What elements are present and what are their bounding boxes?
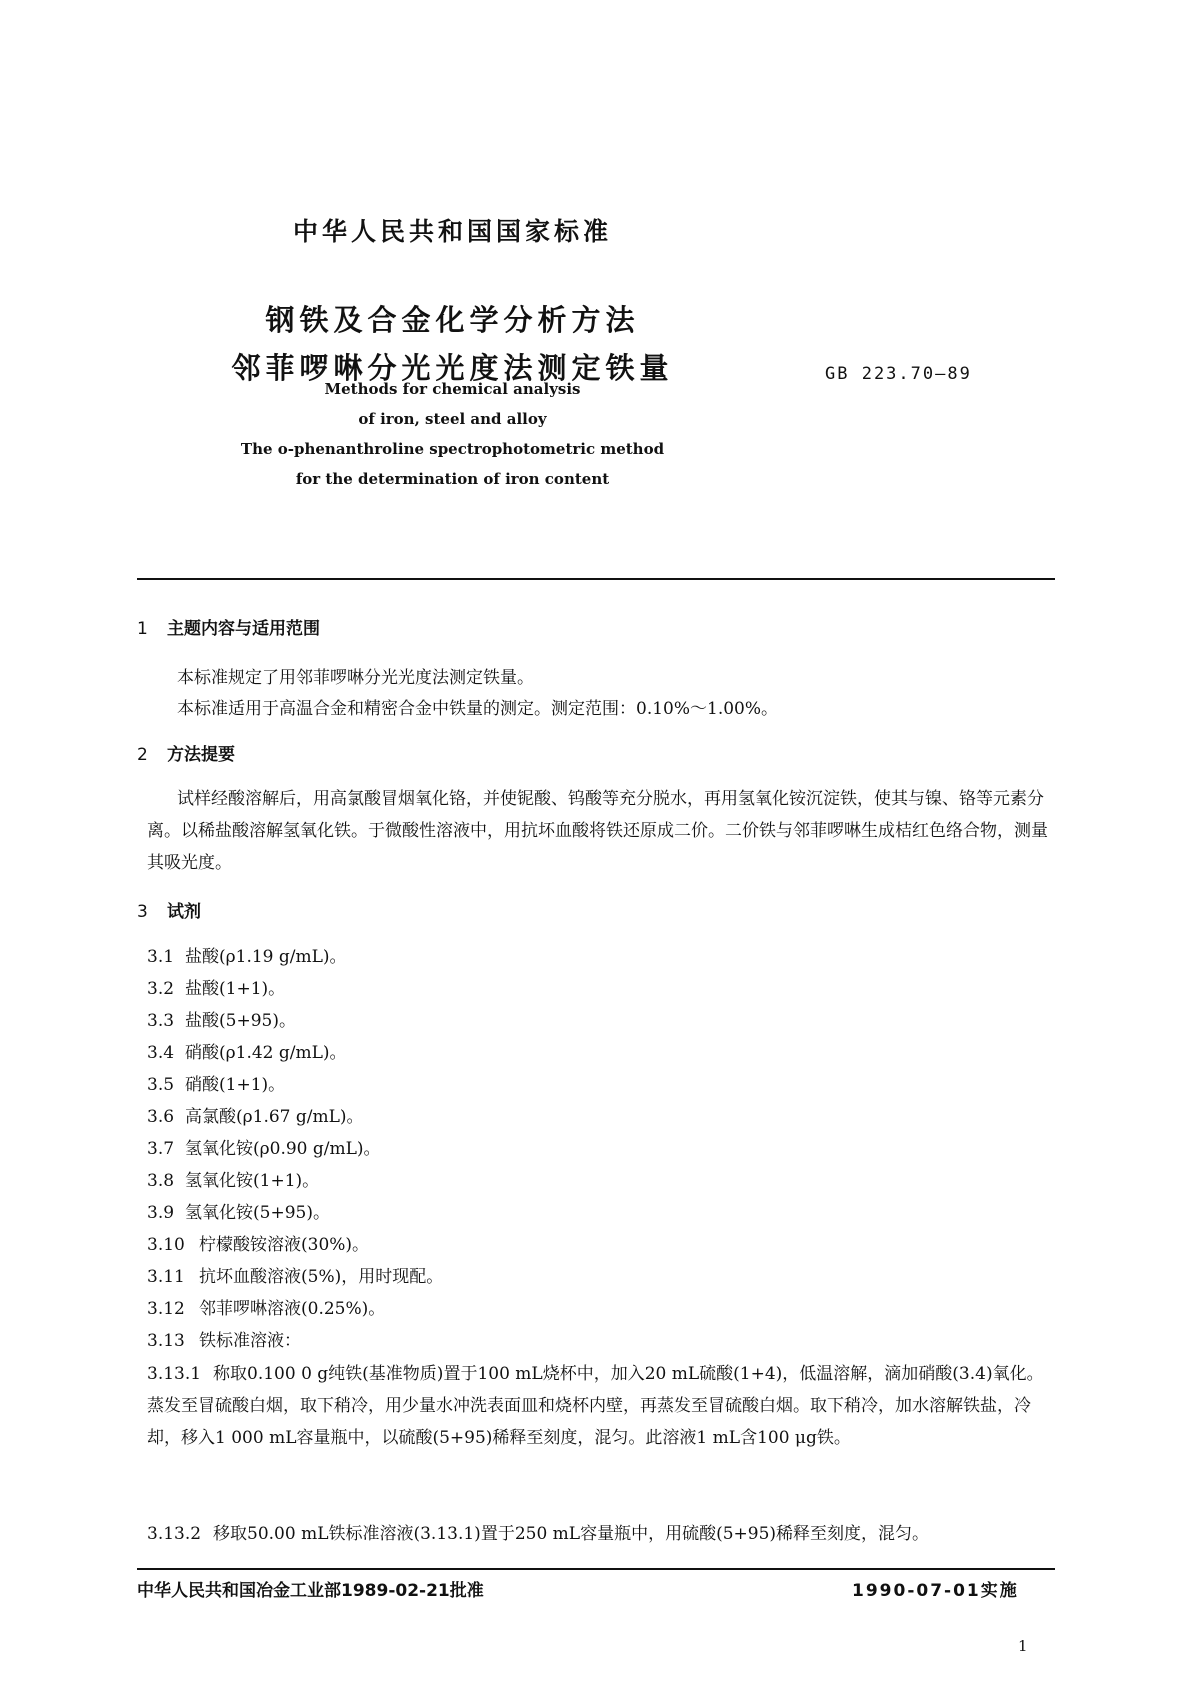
section-2-heading [137,740,235,765]
reagent-item-number: 3.8 [147,1171,175,1191]
section-3-title: 试剂 [167,902,201,922]
reagent-item-text: 铁标准溶液： [199,1331,301,1351]
reagent-item-text: 氢氧化铵(5+95)。 [185,1203,330,1223]
english-title-line-1: Methods for chemical analysis [324,380,581,398]
reagent-item [147,1166,319,1191]
reagent-item-number: 3.13 [147,1331,185,1351]
reagent-item-text: 氢氧化铵(ρ0.90 g/mL)。 [185,1139,381,1159]
english-title-line-3: The o-phenanthroline spectrophotometric method [240,440,665,458]
bottom-divider [137,1568,1055,1570]
reagent-item-number: 3.6 [147,1107,175,1127]
reagent-item-text: 硝酸(1+1)。 [185,1075,286,1095]
reagent-subitem-3-13-1 [147,1358,1052,1454]
reagent-item-text: 柠檬酸铵溶液(30%)。 [199,1235,370,1255]
reagent-item-number: 3.5 [147,1075,175,1095]
section-2-para-1: 试样经酸溶解后，用高氯酸冒烟氧化铬，并使铌酸、钨酸等充分脱水，再用氢氧化铵沉淀铁，使其与镍、铬等元素分离。以稀盐酸溶解氢氧化铁。于微酸性溶液中，用抗坏血酸将铁还原成二价。二价铁与邻菲啰啉生成桔红色络合物，测量其吸光度。 [147,789,1048,873]
reagent-item [147,1326,301,1351]
reagent-item-number: 3.7 [147,1139,175,1159]
title-line-1: 钢铁及合金化学分析方法 [265,303,640,337]
reagent-subitem-number: 3.13.1 [147,1364,202,1384]
approval-line: 中华人民共和国冶金工业部1989-02-21批准 [137,1581,484,1601]
reagent-item-number: 3.1 [147,947,175,967]
reagent-item-number: 3.12 [147,1299,185,1319]
page-number: 1 [1018,1637,1028,1655]
section-3-heading [137,897,201,922]
reagent-item-text: 硝酸(ρ1.42 g/mL)。 [185,1043,347,1063]
section-1-number: 1 [137,619,148,639]
reagent-subitem-number: 3.13.2 [147,1524,202,1544]
reagent-item [147,974,285,999]
reagent-item-number: 3.11 [147,1267,185,1287]
reagent-item-number: 3.4 [147,1043,175,1063]
reagent-item [147,1006,296,1031]
reagent-item [147,1198,330,1223]
reagent-item [147,1262,443,1287]
reagent-subitem-text: 移取50.00 mL铁标准溶液(3.13.1)置于250 mL容量瓶中，用硫酸(5+95)稀释至刻度，混匀。 [213,1524,930,1544]
top-divider [137,578,1055,580]
title-line-2: 邻菲啰啉分光光度法测定铁量 [231,351,674,385]
reagent-item [147,1038,347,1063]
reagent-item-number: 3.2 [147,979,175,999]
section-1-title: 主题内容与适用范围 [167,619,320,639]
section-2-number: 2 [137,745,148,765]
reagent-item [147,1134,381,1159]
reagent-item-text: 抗坏血酸溶液(5%)，用时现配。 [199,1267,444,1287]
reagent-item-text: 邻菲啰啉溶液(0.25%)。 [199,1299,386,1319]
reagent-item-text: 盐酸(5+95)。 [185,1011,296,1031]
national-standard-heading: 中华人民共和国国家标准 [292,217,612,246]
section-2-title: 方法提要 [167,745,235,765]
reagent-item-number: 3.9 [147,1203,175,1223]
section-3-number: 3 [137,902,148,922]
standard-code: GB 223.70—89 [825,364,972,384]
english-title-line-4: for the determination of iron content [295,470,610,488]
reagent-item-text: 盐酸(ρ1.19 g/mL)。 [185,947,347,967]
reagent-item [147,1230,369,1255]
reagent-subitem-text: 称取0.100 0 g纯铁(基准物质)置于100 mL烧杯中，加入20 mL硫酸(1+4)，低温溶解，滴加硝酸(3.4)氧化。蒸发至冒硫酸白烟，取下稍冷，用少量水冲洗表面皿和烧杯内壁，再蒸发至冒硫酸白烟。取下稍冷，加水溶解铁盐，冷却，移入1 000 mL容量瓶中，以硫酸(5+95)稀释至刻度，混匀。此溶液1 mL含100 μg铁。 [147,1364,1044,1448]
section-1-heading [137,614,320,639]
section-1-para-2: 本标准适用于高温合金和精密合金中铁量的测定。测定范围：0.10%～1.00%。 [177,699,779,719]
reagent-subitem-3-13-2 [147,1518,1052,1550]
implementation-date: 1990-07-01实施 [852,1581,1019,1601]
section-1-para-1: 本标准规定了用邻菲啰啉分光光度法测定铁量。 [177,668,534,688]
reagent-item-text: 氢氧化铵(1+1)。 [185,1171,320,1191]
reagent-item-text: 高氯酸(ρ1.67 g/mL)。 [185,1107,364,1127]
reagent-item-number: 3.3 [147,1011,175,1031]
reagent-item-number: 3.10 [147,1235,185,1255]
reagent-item-text: 盐酸(1+1)。 [185,979,286,999]
reagent-item [147,1102,364,1127]
english-title-line-2: of iron, steel and alloy [358,410,547,428]
reagent-item [147,942,347,967]
reagent-item [147,1070,285,1095]
reagent-item [147,1294,385,1319]
